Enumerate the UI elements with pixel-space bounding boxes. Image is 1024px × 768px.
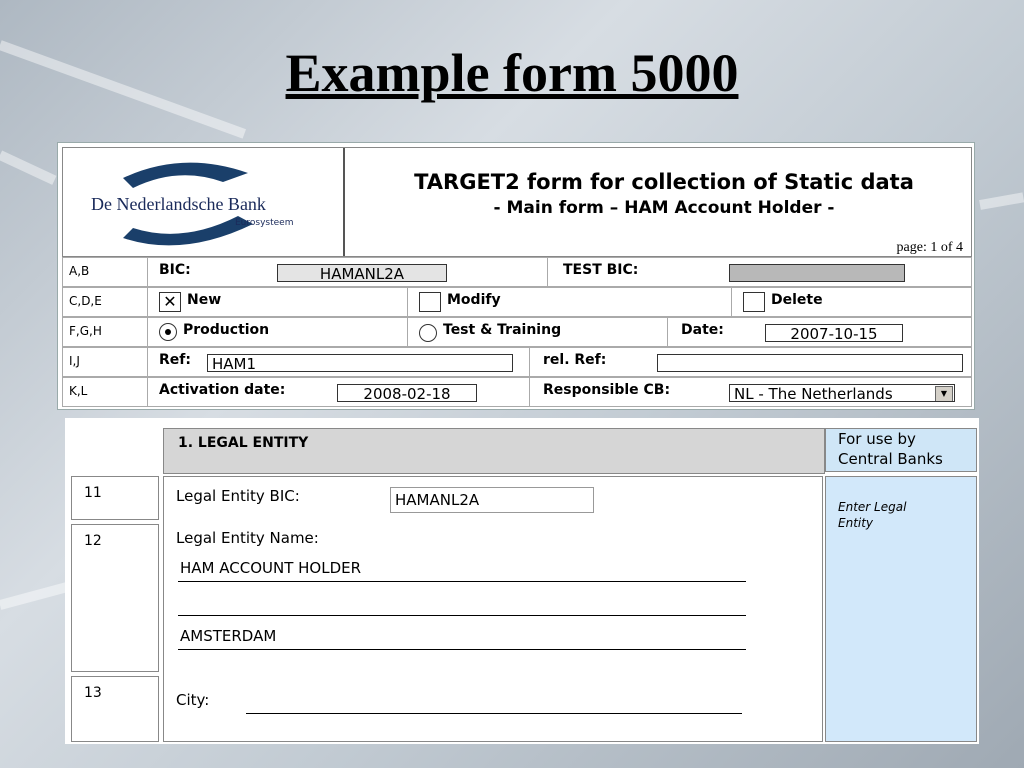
legal-entity-name-line3[interactable]: AMSTERDAM	[180, 627, 277, 645]
divider	[407, 288, 408, 316]
date-field[interactable]: 2007-10-15	[765, 324, 903, 342]
bic-field[interactable]: HAMANL2A	[277, 264, 447, 282]
production-label: Production	[183, 322, 270, 338]
name-line2-underline	[178, 615, 746, 616]
cb-note-line2: Entity	[838, 516, 874, 530]
date-label: Date:	[681, 322, 724, 338]
test-training-radio[interactable]	[419, 324, 437, 342]
ref-label: Ref:	[159, 352, 191, 368]
row-code: A,B	[69, 264, 90, 278]
rel-ref-field[interactable]	[657, 354, 963, 372]
background-line	[979, 192, 1024, 209]
divider	[731, 288, 732, 316]
divider	[547, 258, 548, 286]
cb-header-line1: For use by	[838, 430, 916, 448]
divider	[529, 348, 530, 376]
page-indicator: page: 1 of 4	[896, 240, 963, 255]
section-title: 1. LEGAL ENTITY	[178, 435, 309, 451]
city-underline	[246, 713, 742, 714]
legal-entity-name-line1[interactable]: HAM ACCOUNT HOLDER	[180, 559, 362, 577]
bic-label: BIC:	[159, 262, 191, 278]
background-line	[0, 150, 56, 184]
legal-entity-section	[65, 418, 979, 744]
row-code: F,G,H	[69, 324, 102, 338]
main-form	[57, 142, 975, 410]
divider	[147, 378, 148, 406]
row-kl	[62, 377, 972, 407]
cb-note	[838, 499, 906, 531]
item-number: 13	[71, 676, 159, 742]
check-mark-icon: ✕	[163, 292, 177, 311]
divider	[407, 318, 408, 346]
divider	[667, 318, 668, 346]
form-title: TARGET2 form for collection of Static data	[414, 170, 914, 194]
legal-entity-bic-field[interactable]: HAMANL2A	[390, 487, 594, 513]
divider	[147, 288, 148, 316]
name-line3-underline	[178, 649, 746, 650]
cb-note-line1: Enter Legal	[838, 500, 907, 514]
form-header	[62, 147, 972, 257]
item-number: 12	[71, 524, 159, 672]
test-bic-label: TEST BIC:	[563, 262, 639, 278]
production-radio[interactable]	[159, 323, 177, 341]
divider	[529, 378, 530, 406]
divider	[147, 348, 148, 376]
background-line	[0, 582, 69, 610]
new-checkbox[interactable]	[159, 292, 181, 312]
responsible-cb-label: Responsible CB:	[543, 382, 671, 398]
row-fgh	[62, 317, 972, 347]
slide-title: Example form 5000	[285, 43, 739, 103]
rel-ref-label: rel. Ref:	[543, 352, 607, 368]
test-training-label: Test & Training	[443, 322, 562, 338]
logo	[63, 148, 345, 256]
responsible-cb-value: NL - The Netherlands	[734, 385, 893, 402]
section-header	[163, 428, 825, 474]
row-cde	[62, 287, 972, 317]
legal-entity-name-label: Legal Entity Name:	[176, 529, 319, 547]
row-ab	[62, 257, 972, 287]
delete-label: Delete	[771, 292, 823, 308]
item-number: 11	[71, 476, 159, 520]
chevron-down-icon[interactable]: ▼	[935, 386, 953, 402]
radio-dot	[165, 329, 171, 335]
legal-entity-bic-label: Legal Entity BIC:	[176, 487, 300, 505]
central-bank-column	[825, 476, 977, 742]
name-line1-underline	[178, 581, 746, 582]
logo-name: De Nederlandsche Bank	[91, 194, 266, 214]
activation-date-field[interactable]: 2008-02-18	[337, 384, 477, 402]
central-bank-header	[825, 428, 977, 472]
new-label: New	[187, 292, 222, 308]
logo-subtitle: Eurosysteem	[235, 218, 294, 228]
row-code: K,L	[69, 384, 88, 398]
legal-entity-fields	[163, 476, 823, 742]
city-label: City:	[176, 691, 210, 709]
modify-checkbox[interactable]	[419, 292, 441, 312]
form-subtitle: - Main form – HAM Account Holder -	[493, 198, 835, 218]
activation-date-label: Activation date:	[159, 382, 286, 398]
divider	[147, 318, 148, 346]
row-ij	[62, 347, 972, 377]
cb-header-line2: Central Banks	[838, 450, 943, 468]
row-code: C,D,E	[69, 294, 102, 308]
modify-label: Modify	[447, 292, 501, 308]
divider	[147, 258, 148, 286]
test-bic-field[interactable]	[729, 264, 905, 282]
row-code: I,J	[69, 354, 80, 368]
delete-checkbox[interactable]	[743, 292, 765, 312]
ref-field[interactable]: HAM1	[207, 354, 513, 372]
responsible-cb-select[interactable]	[729, 384, 955, 402]
